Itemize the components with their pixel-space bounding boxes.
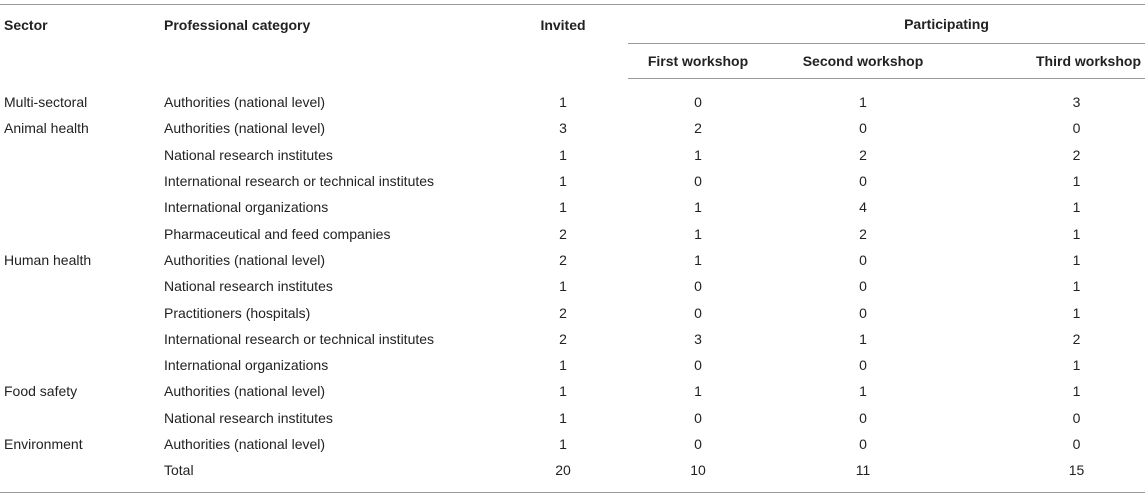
- cell-first-workshop: 1: [694, 225, 702, 242]
- cell-invited: 2: [559, 304, 567, 321]
- cell-second-workshop: 1: [859, 94, 867, 111]
- cell-sector: Human health: [4, 251, 92, 268]
- cell-third-workshop: 1: [1072, 383, 1081, 400]
- cell-first-workshop: 0: [694, 409, 702, 426]
- cell-sector: [0, 299, 162, 325]
- cell-second-workshop: 2: [859, 146, 867, 163]
- cell-second-workshop: 0: [859, 357, 867, 374]
- cell-second-workshop: 11: [855, 462, 871, 479]
- cell-invited: 1: [559, 278, 567, 295]
- cell-invited: 1: [559, 173, 567, 190]
- cell-first-workshop: 3: [694, 330, 702, 347]
- cell-second-workshop: 2: [859, 225, 867, 242]
- table-row: [0, 405, 1145, 431]
- cell-invited: 2: [559, 330, 567, 347]
- cell-third-workshop: 1: [1072, 225, 1081, 242]
- cell-category: Authorities (national level): [164, 93, 326, 110]
- cell-second-workshop: 1: [859, 383, 867, 400]
- cell-first-workshop: 1: [694, 251, 702, 268]
- cell-category: Practitioners (hospitals): [164, 304, 311, 321]
- cell-first-workshop: 1: [694, 383, 702, 400]
- cell-sector: [0, 352, 162, 378]
- cell-second-workshop: 0: [859, 278, 867, 295]
- header-category: Professional category: [162, 5, 498, 79]
- table-row: [0, 378, 1145, 404]
- table-row: [0, 352, 1145, 378]
- cell-category: Pharmaceutical and feed companies: [164, 225, 391, 242]
- cell-invited: 1: [559, 357, 567, 374]
- cell-invited: 1: [559, 409, 567, 426]
- cell-third-workshop: 1: [1072, 278, 1081, 295]
- table-row: [0, 194, 1145, 220]
- table-row: [0, 247, 1145, 273]
- cell-sector: [0, 457, 162, 483]
- cell-sector: Environment: [4, 436, 83, 452]
- cell-first-workshop: 1: [694, 146, 702, 163]
- cell-category: Total: [164, 462, 194, 479]
- cell-category: International organizations: [164, 357, 329, 374]
- table-row: [0, 115, 1145, 141]
- table-row: [0, 457, 1145, 483]
- cell-invited: 3: [559, 120, 567, 137]
- cell-third-workshop: 0: [1072, 120, 1081, 137]
- table-row: [0, 142, 1145, 168]
- cell-category: International organizations: [164, 199, 329, 216]
- cell-sector: [0, 326, 162, 352]
- cell-sector: Food safety: [4, 383, 78, 400]
- cell-second-workshop: 4: [859, 199, 867, 216]
- table-row: [0, 326, 1145, 352]
- header-sector: Sector: [0, 5, 162, 79]
- cell-first-workshop: 0: [694, 357, 702, 374]
- cell-category: National research institutes: [164, 146, 333, 163]
- cell-sector: [0, 194, 162, 220]
- cell-first-workshop: 0: [694, 436, 702, 452]
- cell-sector: [0, 142, 162, 168]
- cell-first-workshop: 0: [694, 278, 702, 295]
- cell-category: Authorities (national level): [164, 120, 326, 137]
- cell-invited: 1: [559, 436, 567, 452]
- cell-third-workshop: 2: [1072, 330, 1081, 347]
- cell-category: National research institutes: [164, 409, 333, 426]
- cell-category: Authorities (national level): [164, 251, 326, 268]
- table-row: [0, 299, 1145, 325]
- cell-invited: 1: [559, 93, 567, 110]
- cell-category: National research institutes: [164, 278, 333, 295]
- cell-sector: [0, 220, 162, 246]
- header-third-workshop: Third workshop: [958, 44, 1145, 79]
- cell-third-workshop: 2: [1072, 146, 1081, 163]
- cell-second-workshop: 0: [859, 120, 867, 137]
- cell-second-workshop: 1: [859, 330, 867, 347]
- cell-second-workshop: 0: [859, 436, 867, 452]
- cell-second-workshop: 0: [859, 304, 867, 321]
- table-body: [0, 79, 1145, 484]
- cell-third-workshop: 1: [1072, 173, 1081, 190]
- cell-invited: 1: [559, 383, 567, 400]
- cell-invited: 1: [559, 199, 567, 216]
- cell-sector: Animal health: [4, 120, 89, 137]
- cell-first-workshop: 0: [694, 173, 702, 190]
- cell-third-workshop: 1: [1072, 357, 1081, 374]
- header-first-workshop: First workshop: [628, 44, 768, 79]
- table-row: [0, 273, 1145, 299]
- cell-third-workshop: 15: [1068, 462, 1085, 479]
- cell-invited: 2: [559, 225, 567, 242]
- cell-third-workshop: 1: [1072, 251, 1081, 268]
- cell-first-workshop: 0: [694, 94, 702, 111]
- cell-category: Authorities (national level): [164, 436, 326, 452]
- cell-third-workshop: 1: [1072, 304, 1081, 321]
- table-row: [0, 168, 1145, 194]
- cell-third-workshop: 0: [1072, 409, 1081, 426]
- cell-second-workshop: 0: [859, 409, 867, 426]
- cell-sector: [0, 168, 162, 194]
- cell-third-workshop: 0: [1072, 436, 1081, 452]
- table-bottom-rule: [0, 492, 1145, 493]
- table-row: [0, 79, 1145, 116]
- cell-invited: 1: [559, 146, 567, 163]
- cell-sector: [0, 273, 162, 299]
- cell-third-workshop: 1: [1072, 199, 1081, 216]
- cell-second-workshop: 0: [859, 251, 867, 268]
- cell-invited: 20: [555, 462, 571, 479]
- cell-second-workshop: 0: [859, 173, 867, 190]
- cell-sector: [0, 405, 162, 431]
- cell-first-workshop: 10: [690, 462, 706, 479]
- cell-category: International research or technical institutes: [164, 330, 435, 347]
- participants-table: [0, 4, 1145, 483]
- table-row: [0, 431, 1145, 457]
- cell-first-workshop: 0: [694, 304, 702, 321]
- cell-first-workshop: 2: [694, 120, 702, 137]
- header-invited: Invited: [498, 5, 628, 79]
- cell-sector: Multi-sectoral: [4, 93, 88, 110]
- cell-category: International research or technical institutes: [164, 173, 435, 190]
- header-second-workshop: Second workshop: [768, 44, 958, 79]
- header-participating: Participating: [628, 5, 1145, 44]
- table-row: [0, 220, 1145, 246]
- cell-third-workshop: 3: [1072, 94, 1081, 111]
- header-row-1: [0, 5, 1145, 44]
- cell-first-workshop: 1: [694, 199, 702, 216]
- cell-invited: 2: [559, 251, 567, 268]
- cell-category: Authorities (national level): [164, 383, 326, 400]
